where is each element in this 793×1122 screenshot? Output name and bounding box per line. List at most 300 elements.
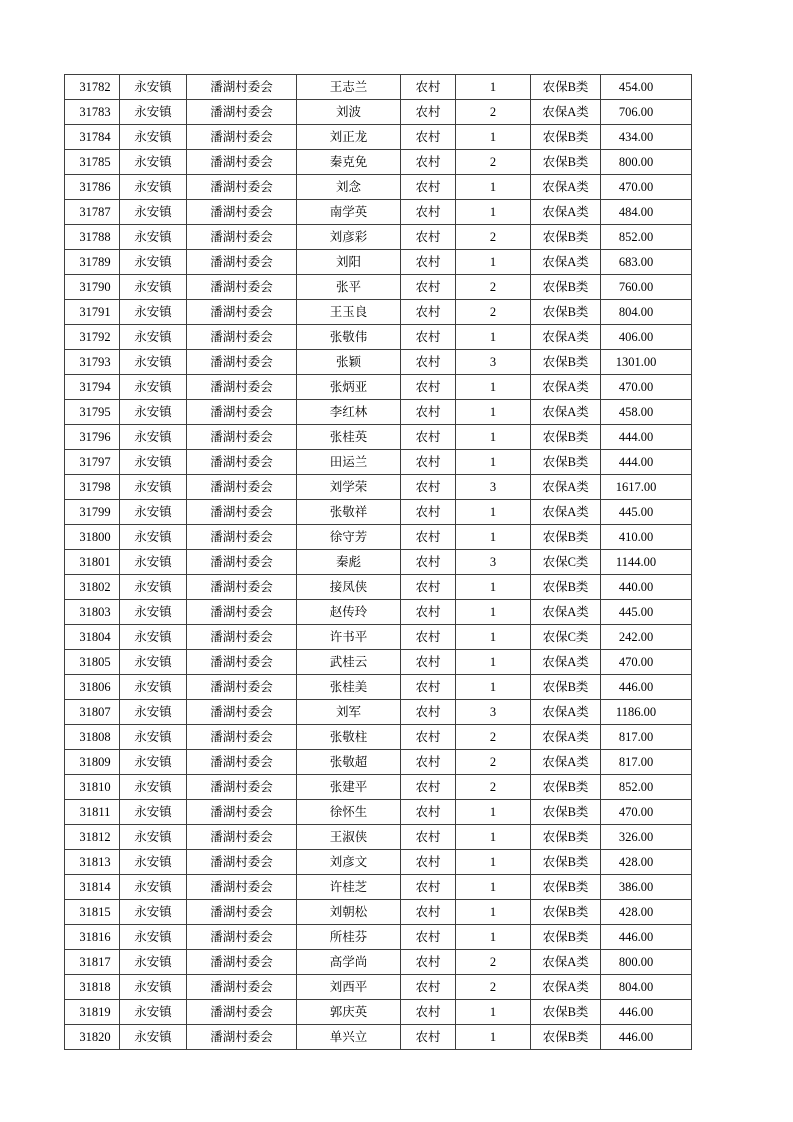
cell-id: 31820 <box>65 1025 120 1050</box>
table-row <box>65 475 692 500</box>
cell-insurance-category: 农保B类 <box>531 300 601 325</box>
cell-id: 31785 <box>65 150 120 175</box>
cell-name: 刘学荣 <box>297 475 401 500</box>
cell-town: 永安镇 <box>120 225 187 250</box>
cell-area-type: 农村 <box>401 925 456 950</box>
cell-amount: 817.00 <box>601 750 692 775</box>
cell-person-count: 2 <box>456 750 531 775</box>
cell-village: 潘湖村委会 <box>187 775 297 800</box>
cell-id: 31789 <box>65 250 120 275</box>
cell-person-count: 1 <box>456 425 531 450</box>
cell-amount: 852.00 <box>601 775 692 800</box>
cell-person-count: 1 <box>456 800 531 825</box>
table-row <box>65 550 692 575</box>
cell-insurance-category: 农保B类 <box>531 125 601 150</box>
cell-insurance-category: 农保A类 <box>531 725 601 750</box>
cell-area-type: 农村 <box>401 575 456 600</box>
cell-amount: 386.00 <box>601 875 692 900</box>
cell-insurance-category: 农保A类 <box>531 500 601 525</box>
cell-id: 31799 <box>65 500 120 525</box>
cell-town: 永安镇 <box>120 775 187 800</box>
cell-person-count: 2 <box>456 950 531 975</box>
cell-town: 永安镇 <box>120 750 187 775</box>
cell-insurance-category: 农保A类 <box>531 250 601 275</box>
cell-amount: 242.00 <box>601 625 692 650</box>
cell-name: 刘西平 <box>297 975 401 1000</box>
cell-town: 永安镇 <box>120 75 187 100</box>
cell-insurance-category: 农保B类 <box>531 900 601 925</box>
cell-insurance-category: 农保B类 <box>531 925 601 950</box>
cell-area-type: 农村 <box>401 750 456 775</box>
cell-area-type: 农村 <box>401 175 456 200</box>
cell-id: 31807 <box>65 700 120 725</box>
cell-id: 31796 <box>65 425 120 450</box>
cell-person-count: 3 <box>456 475 531 500</box>
cell-village: 潘湖村委会 <box>187 650 297 675</box>
cell-person-count: 1 <box>456 250 531 275</box>
table-row <box>65 850 692 875</box>
cell-person-count: 1 <box>456 175 531 200</box>
cell-id: 31809 <box>65 750 120 775</box>
cell-id: 31810 <box>65 775 120 800</box>
cell-amount: 326.00 <box>601 825 692 850</box>
cell-town: 永安镇 <box>120 1000 187 1025</box>
cell-id: 31811 <box>65 800 120 825</box>
cell-name: 接凤侠 <box>297 575 401 600</box>
cell-person-count: 3 <box>456 550 531 575</box>
cell-town: 永安镇 <box>120 550 187 575</box>
cell-name: 张敬超 <box>297 750 401 775</box>
cell-insurance-category: 农保B类 <box>531 425 601 450</box>
cell-village: 潘湖村委会 <box>187 975 297 1000</box>
cell-village: 潘湖村委会 <box>187 275 297 300</box>
cell-amount: 1617.00 <box>601 475 692 500</box>
cell-person-count: 3 <box>456 700 531 725</box>
cell-id: 31819 <box>65 1000 120 1025</box>
table-row <box>65 225 692 250</box>
cell-town: 永安镇 <box>120 375 187 400</box>
table-row <box>65 600 692 625</box>
cell-id: 31817 <box>65 950 120 975</box>
table-row <box>65 325 692 350</box>
cell-town: 永安镇 <box>120 400 187 425</box>
cell-person-count: 1 <box>456 575 531 600</box>
cell-village: 潘湖村委会 <box>187 175 297 200</box>
cell-name: 刘正龙 <box>297 125 401 150</box>
cell-insurance-category: 农保A类 <box>531 650 601 675</box>
cell-town: 永安镇 <box>120 575 187 600</box>
cell-person-count: 1 <box>456 625 531 650</box>
cell-id: 31790 <box>65 275 120 300</box>
cell-name: 许书平 <box>297 625 401 650</box>
cell-amount: 470.00 <box>601 175 692 200</box>
cell-id: 31800 <box>65 525 120 550</box>
cell-id: 31798 <box>65 475 120 500</box>
cell-insurance-category: 农保A类 <box>531 950 601 975</box>
cell-area-type: 农村 <box>401 675 456 700</box>
cell-name: 徐守芳 <box>297 525 401 550</box>
cell-insurance-category: 农保A类 <box>531 325 601 350</box>
cell-town: 永安镇 <box>120 825 187 850</box>
cell-name: 南学英 <box>297 200 401 225</box>
cell-person-count: 2 <box>456 975 531 1000</box>
table-row <box>65 950 692 975</box>
cell-id: 31816 <box>65 925 120 950</box>
cell-amount: 683.00 <box>601 250 692 275</box>
cell-person-count: 1 <box>456 925 531 950</box>
cell-amount: 706.00 <box>601 100 692 125</box>
cell-id: 31812 <box>65 825 120 850</box>
cell-area-type: 农村 <box>401 150 456 175</box>
cell-person-count: 2 <box>456 225 531 250</box>
cell-name: 田运兰 <box>297 450 401 475</box>
cell-village: 潘湖村委会 <box>187 800 297 825</box>
cell-town: 永安镇 <box>120 150 187 175</box>
cell-town: 永安镇 <box>120 975 187 1000</box>
cell-amount: 484.00 <box>601 200 692 225</box>
table-row <box>65 1000 692 1025</box>
cell-person-count: 1 <box>456 875 531 900</box>
table-row <box>65 450 692 475</box>
cell-village: 潘湖村委会 <box>187 75 297 100</box>
cell-id: 31813 <box>65 850 120 875</box>
cell-person-count: 1 <box>456 75 531 100</box>
cell-amount: 446.00 <box>601 675 692 700</box>
table-row <box>65 125 692 150</box>
cell-town: 永安镇 <box>120 650 187 675</box>
cell-insurance-category: 农保B类 <box>531 450 601 475</box>
cell-id: 31818 <box>65 975 120 1000</box>
table-row <box>65 975 692 1000</box>
table-row <box>65 525 692 550</box>
table-body <box>65 75 692 1050</box>
cell-insurance-category: 农保A类 <box>531 750 601 775</box>
table-row <box>65 150 692 175</box>
cell-amount: 454.00 <box>601 75 692 100</box>
cell-name: 张敬祥 <box>297 500 401 525</box>
cell-town: 永安镇 <box>120 850 187 875</box>
cell-person-count: 1 <box>456 825 531 850</box>
table-row <box>65 825 692 850</box>
cell-name: 武桂云 <box>297 650 401 675</box>
cell-amount: 817.00 <box>601 725 692 750</box>
cell-name: 郭庆英 <box>297 1000 401 1025</box>
cell-amount: 760.00 <box>601 275 692 300</box>
cell-village: 潘湖村委会 <box>187 875 297 900</box>
cell-village: 潘湖村委会 <box>187 325 297 350</box>
cell-area-type: 农村 <box>401 875 456 900</box>
cell-town: 永安镇 <box>120 725 187 750</box>
cell-village: 潘湖村委会 <box>187 250 297 275</box>
cell-name: 单兴立 <box>297 1025 401 1050</box>
cell-insurance-category: 农保B类 <box>531 525 601 550</box>
table-row <box>65 800 692 825</box>
cell-amount: 406.00 <box>601 325 692 350</box>
table-row <box>65 650 692 675</box>
cell-village: 潘湖村委会 <box>187 500 297 525</box>
cell-amount: 434.00 <box>601 125 692 150</box>
cell-insurance-category: 农保B类 <box>531 150 601 175</box>
cell-insurance-category: 农保B类 <box>531 875 601 900</box>
cell-insurance-category: 农保B类 <box>531 775 601 800</box>
cell-village: 潘湖村委会 <box>187 700 297 725</box>
cell-area-type: 农村 <box>401 75 456 100</box>
cell-village: 潘湖村委会 <box>187 625 297 650</box>
cell-person-count: 3 <box>456 350 531 375</box>
cell-town: 永安镇 <box>120 875 187 900</box>
cell-town: 永安镇 <box>120 600 187 625</box>
cell-id: 31794 <box>65 375 120 400</box>
cell-person-count: 2 <box>456 725 531 750</box>
cell-person-count: 1 <box>456 200 531 225</box>
cell-name: 刘朝松 <box>297 900 401 925</box>
cell-id: 31787 <box>65 200 120 225</box>
cell-area-type: 农村 <box>401 100 456 125</box>
benefit-roster-table <box>64 74 692 1050</box>
cell-area-type: 农村 <box>401 475 456 500</box>
cell-name: 张桂美 <box>297 675 401 700</box>
cell-amount: 445.00 <box>601 600 692 625</box>
cell-insurance-category: 农保B类 <box>531 850 601 875</box>
cell-town: 永安镇 <box>120 475 187 500</box>
cell-name: 刘波 <box>297 100 401 125</box>
cell-person-count: 1 <box>456 525 531 550</box>
cell-person-count: 1 <box>456 450 531 475</box>
cell-area-type: 农村 <box>401 450 456 475</box>
cell-village: 潘湖村委会 <box>187 475 297 500</box>
cell-town: 永安镇 <box>120 1025 187 1050</box>
cell-id: 31805 <box>65 650 120 675</box>
cell-town: 永安镇 <box>120 925 187 950</box>
table-row <box>65 875 692 900</box>
cell-amount: 470.00 <box>601 800 692 825</box>
cell-insurance-category: 农保C类 <box>531 550 601 575</box>
table-row <box>65 400 692 425</box>
cell-name: 张炳亚 <box>297 375 401 400</box>
cell-id: 31786 <box>65 175 120 200</box>
cell-name: 王玉良 <box>297 300 401 325</box>
cell-person-count: 1 <box>456 500 531 525</box>
cell-name: 秦彪 <box>297 550 401 575</box>
cell-village: 潘湖村委会 <box>187 1000 297 1025</box>
cell-person-count: 1 <box>456 900 531 925</box>
cell-village: 潘湖村委会 <box>187 425 297 450</box>
cell-id: 31784 <box>65 125 120 150</box>
cell-insurance-category: 农保A类 <box>531 700 601 725</box>
cell-person-count: 1 <box>456 850 531 875</box>
cell-name: 许桂芝 <box>297 875 401 900</box>
cell-name: 王志兰 <box>297 75 401 100</box>
cell-id: 31793 <box>65 350 120 375</box>
cell-id: 31791 <box>65 300 120 325</box>
cell-insurance-category: 农保C类 <box>531 625 601 650</box>
cell-town: 永安镇 <box>120 125 187 150</box>
table-row <box>65 250 692 275</box>
cell-area-type: 农村 <box>401 850 456 875</box>
cell-insurance-category: 农保A类 <box>531 100 601 125</box>
cell-id: 31814 <box>65 875 120 900</box>
cell-amount: 852.00 <box>601 225 692 250</box>
cell-town: 永安镇 <box>120 350 187 375</box>
cell-name: 张敬伟 <box>297 325 401 350</box>
cell-id: 31808 <box>65 725 120 750</box>
cell-village: 潘湖村委会 <box>187 575 297 600</box>
cell-town: 永安镇 <box>120 250 187 275</box>
cell-person-count: 1 <box>456 675 531 700</box>
cell-insurance-category: 农保B类 <box>531 1000 601 1025</box>
cell-village: 潘湖村委会 <box>187 925 297 950</box>
cell-name: 所桂芬 <box>297 925 401 950</box>
cell-village: 潘湖村委会 <box>187 1025 297 1050</box>
cell-amount: 458.00 <box>601 400 692 425</box>
cell-id: 31802 <box>65 575 120 600</box>
cell-town: 永安镇 <box>120 175 187 200</box>
cell-insurance-category: 农保B类 <box>531 1025 601 1050</box>
cell-village: 潘湖村委会 <box>187 450 297 475</box>
cell-amount: 428.00 <box>601 900 692 925</box>
cell-person-count: 1 <box>456 125 531 150</box>
table-row <box>65 775 692 800</box>
cell-name: 李红林 <box>297 400 401 425</box>
table-row <box>65 100 692 125</box>
cell-id: 31801 <box>65 550 120 575</box>
cell-insurance-category: 农保B类 <box>531 275 601 300</box>
cell-area-type: 农村 <box>401 325 456 350</box>
table-row <box>65 350 692 375</box>
cell-town: 永安镇 <box>120 100 187 125</box>
cell-town: 永安镇 <box>120 800 187 825</box>
cell-village: 潘湖村委会 <box>187 400 297 425</box>
cell-person-count: 1 <box>456 325 531 350</box>
cell-id: 31788 <box>65 225 120 250</box>
cell-amount: 470.00 <box>601 650 692 675</box>
cell-village: 潘湖村委会 <box>187 300 297 325</box>
cell-amount: 410.00 <box>601 525 692 550</box>
cell-town: 永安镇 <box>120 900 187 925</box>
table-row <box>65 500 692 525</box>
cell-amount: 1186.00 <box>601 700 692 725</box>
cell-amount: 446.00 <box>601 1000 692 1025</box>
cell-area-type: 农村 <box>401 275 456 300</box>
cell-insurance-category: 农保B类 <box>531 675 601 700</box>
cell-person-count: 1 <box>456 400 531 425</box>
cell-name: 赵传玲 <box>297 600 401 625</box>
cell-area-type: 农村 <box>401 900 456 925</box>
cell-person-count: 2 <box>456 100 531 125</box>
cell-id: 31806 <box>65 675 120 700</box>
cell-id: 31797 <box>65 450 120 475</box>
cell-insurance-category: 农保A类 <box>531 175 601 200</box>
cell-insurance-category: 农保B类 <box>531 800 601 825</box>
cell-amount: 470.00 <box>601 375 692 400</box>
cell-name: 刘彦彩 <box>297 225 401 250</box>
cell-insurance-category: 农保A类 <box>531 600 601 625</box>
cell-town: 永安镇 <box>120 625 187 650</box>
cell-id: 31803 <box>65 600 120 625</box>
cell-amount: 804.00 <box>601 300 692 325</box>
cell-town: 永安镇 <box>120 425 187 450</box>
cell-amount: 428.00 <box>601 850 692 875</box>
cell-village: 潘湖村委会 <box>187 225 297 250</box>
cell-village: 潘湖村委会 <box>187 750 297 775</box>
cell-area-type: 农村 <box>401 950 456 975</box>
cell-id: 31792 <box>65 325 120 350</box>
cell-person-count: 2 <box>456 150 531 175</box>
cell-person-count: 1 <box>456 375 531 400</box>
cell-person-count: 1 <box>456 1025 531 1050</box>
cell-area-type: 农村 <box>401 1000 456 1025</box>
cell-insurance-category: 农保B类 <box>531 225 601 250</box>
cell-insurance-category: 农保A类 <box>531 475 601 500</box>
cell-area-type: 农村 <box>401 700 456 725</box>
cell-name: 徐怀生 <box>297 800 401 825</box>
cell-area-type: 农村 <box>401 600 456 625</box>
cell-person-count: 2 <box>456 775 531 800</box>
cell-town: 永安镇 <box>120 675 187 700</box>
cell-area-type: 农村 <box>401 975 456 1000</box>
cell-amount: 446.00 <box>601 925 692 950</box>
cell-insurance-category: 农保B类 <box>531 350 601 375</box>
cell-name: 张桂英 <box>297 425 401 450</box>
cell-town: 永安镇 <box>120 950 187 975</box>
cell-area-type: 农村 <box>401 650 456 675</box>
cell-person-count: 2 <box>456 300 531 325</box>
cell-name: 张建平 <box>297 775 401 800</box>
cell-id: 31815 <box>65 900 120 925</box>
table-row <box>65 900 692 925</box>
cell-name: 刘军 <box>297 700 401 725</box>
table-row <box>65 925 692 950</box>
table-row <box>65 300 692 325</box>
cell-area-type: 农村 <box>401 625 456 650</box>
table-row <box>65 75 692 100</box>
cell-area-type: 农村 <box>401 725 456 750</box>
cell-town: 永安镇 <box>120 700 187 725</box>
table-row <box>65 700 692 725</box>
cell-insurance-category: 农保A类 <box>531 200 601 225</box>
cell-area-type: 农村 <box>401 550 456 575</box>
cell-area-type: 农村 <box>401 200 456 225</box>
table-row <box>65 675 692 700</box>
cell-village: 潘湖村委会 <box>187 125 297 150</box>
cell-name: 张颖 <box>297 350 401 375</box>
cell-village: 潘湖村委会 <box>187 825 297 850</box>
cell-name: 刘彦文 <box>297 850 401 875</box>
cell-amount: 440.00 <box>601 575 692 600</box>
cell-amount: 800.00 <box>601 150 692 175</box>
table-row <box>65 1025 692 1050</box>
cell-amount: 444.00 <box>601 450 692 475</box>
cell-name: 张平 <box>297 275 401 300</box>
cell-insurance-category: 农保B类 <box>531 75 601 100</box>
cell-name: 秦克免 <box>297 150 401 175</box>
cell-town: 永安镇 <box>120 450 187 475</box>
cell-village: 潘湖村委会 <box>187 350 297 375</box>
cell-area-type: 农村 <box>401 225 456 250</box>
cell-village: 潘湖村委会 <box>187 150 297 175</box>
cell-id: 31795 <box>65 400 120 425</box>
cell-name: 王淑侠 <box>297 825 401 850</box>
cell-name: 高学尚 <box>297 950 401 975</box>
cell-name: 刘阳 <box>297 250 401 275</box>
cell-person-count: 2 <box>456 275 531 300</box>
cell-area-type: 农村 <box>401 125 456 150</box>
table-row <box>65 625 692 650</box>
cell-village: 潘湖村委会 <box>187 375 297 400</box>
cell-person-count: 1 <box>456 600 531 625</box>
cell-area-type: 农村 <box>401 825 456 850</box>
cell-id: 31782 <box>65 75 120 100</box>
